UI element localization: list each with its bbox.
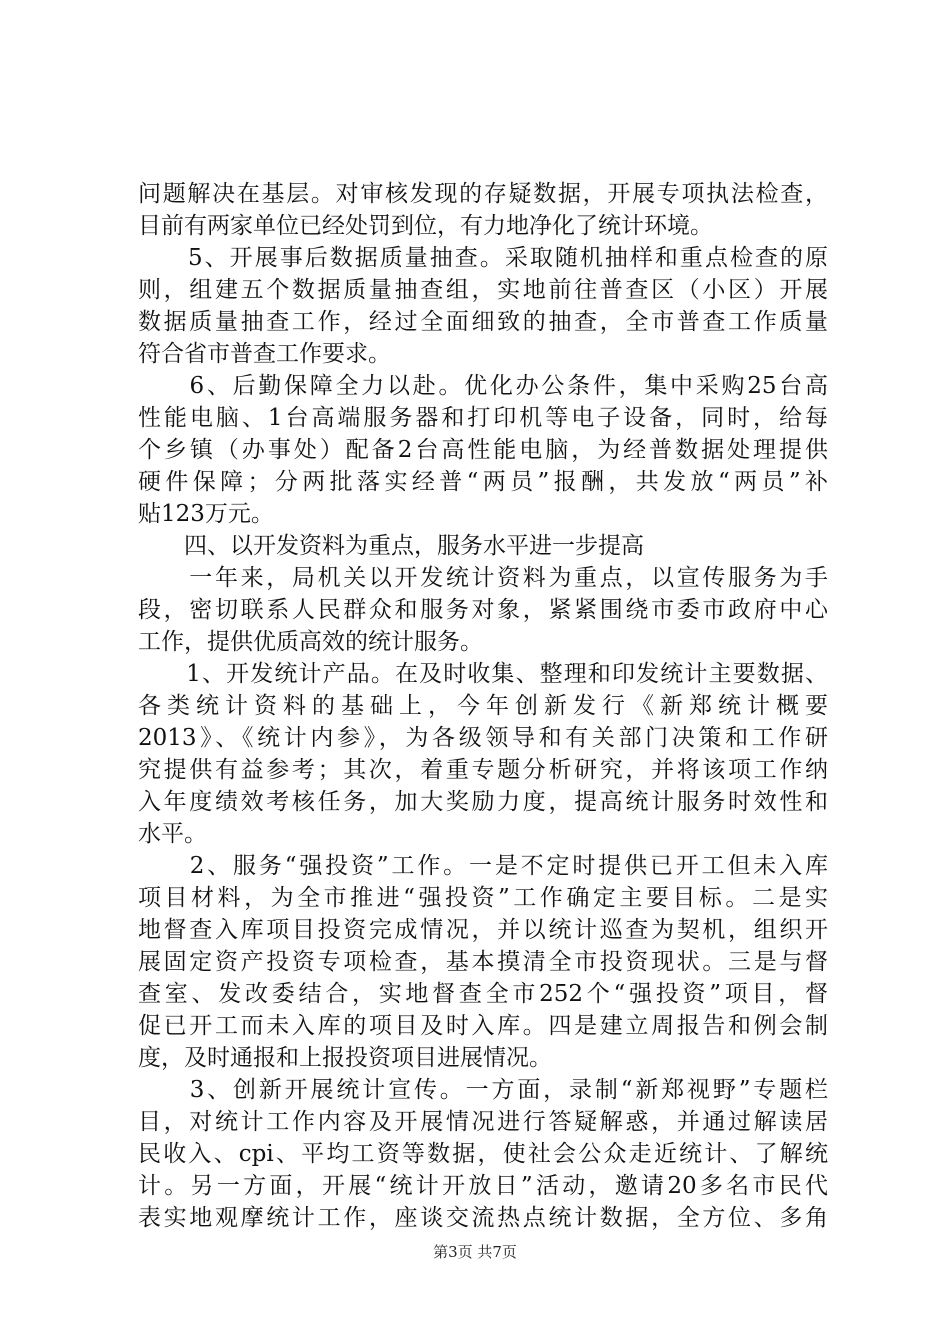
- text-line: 工作，提供优质高效的统计服务。: [138, 629, 483, 655]
- text-line: 2、服务“强投资”工作。一是不定时提供已开工但未入库: [138, 853, 828, 879]
- text-line: 贴123万元。: [138, 501, 274, 527]
- text-line: 2013》、《统计内参》，为各级领导和有关部门决策和工作研: [138, 725, 828, 751]
- text-line: 促已开工而未入库的项目及时入库。四是建立周报告和例会制: [138, 1013, 828, 1039]
- text-line: 一年来，局机关以开发统计资料为重点，以宣传服务为手: [138, 565, 828, 591]
- text-line: 计。另一方面，开展“统计开放日”活动，邀请20多名市民代: [138, 1173, 828, 1199]
- text-line: 硬件保障；分两批落实经普“两员”报酬，共发放“两员”补: [138, 469, 828, 495]
- text-line: 查室、发改委结合，实地督查全市252个“强投资”项目，督: [138, 981, 828, 1007]
- text-line: 1、开发统计产品。在及时收集、整理和印发统计主要数据、: [138, 661, 828, 687]
- text-line: 民收入、cpi、平均工资等数据，使社会公众走近统计、了解统: [138, 1141, 828, 1167]
- text-line: 度，及时通报和上报投资项目进展情况。: [138, 1045, 552, 1071]
- text-line: 目前有两家单位已经处罚到位，有力地净化了统计环境。: [138, 213, 713, 239]
- text-line: 段，密切联系人民群众和服务对象，紧紧围绕市委市政府中心: [138, 597, 828, 623]
- text-line: 3、创新开展统计宣传。一方面，录制“新郑视野”专题栏: [138, 1077, 828, 1103]
- text-line: 地督查入库项目投资完成情况，并以统计巡查为契机，组织开: [138, 917, 828, 943]
- text-line: 展固定资产投资专项检查，基本摸清全市投资现状。三是与督: [138, 949, 828, 975]
- text-line: 项目材料，为全市推进“强投资”工作确定主要目标。二是实: [138, 885, 828, 911]
- text-line: 个乡镇（办事处）配备2台高性能电脑，为经普数据处理提供: [138, 437, 828, 463]
- text-line: 性能电脑、1台高端服务器和打印机等电子设备，同时，给每: [138, 405, 828, 431]
- page-footer: 第3页 共7页: [433, 1243, 517, 1261]
- text-line: 各类统计资料的基础上，今年创新发行《新郑统计概要: [138, 693, 828, 719]
- text-line: 5、开展事后数据质量抽查。采取随机抽样和重点检查的原: [138, 245, 828, 271]
- text-line: 入年度绩效考核任务，加大奖励力度，提高统计服务时效性和: [138, 789, 828, 815]
- text-line: 则，组建五个数据质量抽查组，实地前往普查区（小区）开展: [138, 277, 828, 303]
- section-heading: 四、以开发资料为重点，服务水平进一步提高: [138, 533, 644, 559]
- text-line: 符合省市普查工作要求。: [138, 341, 391, 367]
- text-line: 表实地观摩统计工作，座谈交流热点统计数据，全方位、多角: [138, 1205, 828, 1231]
- text-line: 数据质量抽查工作，经过全面细致的抽查，全市普查工作质量: [138, 309, 828, 335]
- text-line: 水平。: [138, 821, 207, 847]
- text-line: 目，对统计工作内容及开展情况进行答疑解惑，并通过解读居: [138, 1109, 828, 1135]
- text-line: 问题解决在基层。对审核发现的存疑数据，开展专项执法检查，: [138, 181, 828, 207]
- text-line: 6、后勤保障全力以赴。优化办公条件，集中采购25台高: [138, 373, 828, 399]
- text-line: 究提供有益参考；其次，着重专题分析研究，并将该项工作纳: [138, 757, 828, 783]
